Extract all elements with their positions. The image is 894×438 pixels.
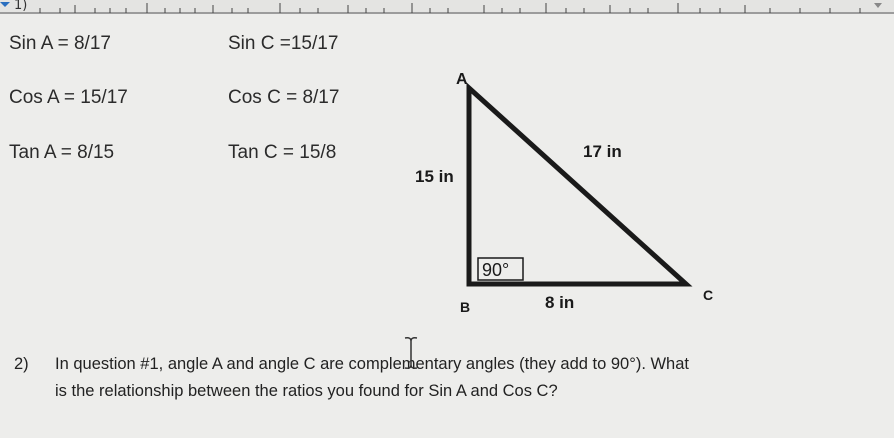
vertex-b-label: B	[460, 299, 471, 315]
side-ab-label: 15 in	[415, 167, 454, 186]
text-cursor-icon	[403, 336, 419, 370]
question-2-line-1: In question #1, angle A and angle C are complementary angles (they add to 90°). What	[55, 355, 689, 373]
side-ac-label: 17 in	[583, 142, 622, 161]
tan-c-ratio: Tan C = 15/8	[228, 142, 337, 163]
tan-a-ratio: Tan A = 8/15	[9, 142, 115, 163]
triangle-shape	[469, 88, 686, 284]
question-2-line-2: is the relationship between the ratios you found for Sin A and Cos C?	[55, 382, 558, 400]
vertex-c-label: C	[703, 287, 714, 303]
vertex-a-label: A	[456, 71, 468, 88]
side-bc-label: 8 in	[545, 293, 575, 312]
sin-a-ratio: Sin A = 8/17	[9, 33, 111, 54]
sin-c-ratio: Sin C =15/17	[228, 33, 339, 54]
question-1-number: 1)	[14, 0, 28, 13]
cos-c-ratio: Cos C = 8/17	[228, 87, 340, 108]
cos-a-ratio: Cos A = 15/17	[9, 87, 128, 108]
question-2-number: 2)	[14, 355, 29, 373]
question-2	[14, 351, 689, 405]
right-angle-label: 90°	[482, 260, 510, 280]
